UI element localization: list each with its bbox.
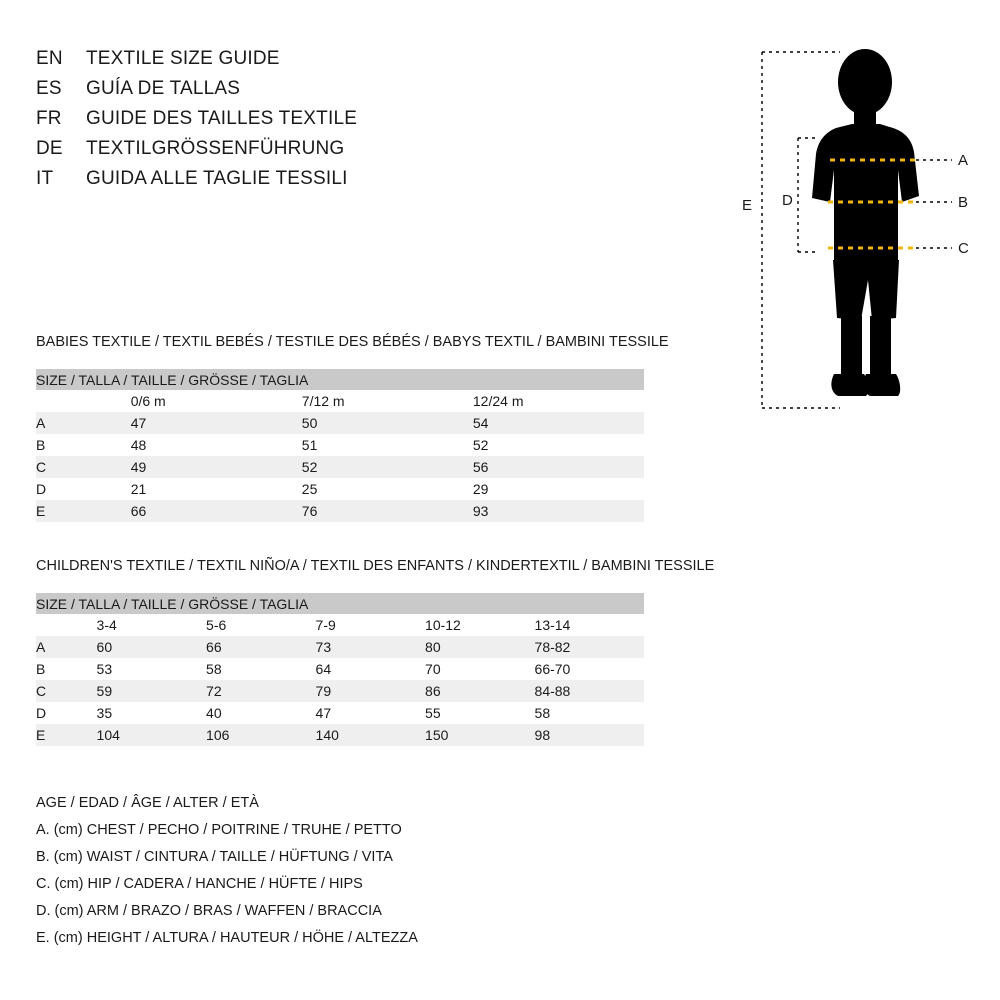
measurement-figure xyxy=(720,30,980,430)
column-header: 0/6 m xyxy=(131,390,302,412)
column-header: 3-4 xyxy=(97,614,207,636)
cell: 25 xyxy=(302,478,473,500)
cell: 86 xyxy=(425,680,535,702)
title-row xyxy=(36,168,556,198)
table-title-row xyxy=(36,369,644,390)
header-corner xyxy=(36,390,131,412)
legend-item-chest: A. (cm) CHEST / PECHO / POITRINE / TRUHE / PETTO xyxy=(36,822,402,838)
cell: 47 xyxy=(131,412,302,434)
column-header: 7/12 m xyxy=(302,390,473,412)
row-label: E xyxy=(36,500,131,522)
babies-table-title: SIZE / TALLA / TAILLE / GRÖSSE / TAGLIA xyxy=(36,369,644,390)
language-code: DE xyxy=(36,138,63,159)
cell: 76 xyxy=(302,500,473,522)
row-label: E xyxy=(36,724,97,746)
cell: 72 xyxy=(206,680,316,702)
cell: 56 xyxy=(473,456,644,478)
language-code: EN xyxy=(36,48,63,69)
cell: 21 xyxy=(131,478,302,500)
cell: 79 xyxy=(316,680,426,702)
title-row xyxy=(36,78,556,108)
cell: 80 xyxy=(425,636,535,658)
row-label: A xyxy=(36,412,131,434)
cell: 50 xyxy=(302,412,473,434)
row-label: D xyxy=(36,702,97,724)
row-label: D xyxy=(36,478,131,500)
title-row xyxy=(36,48,556,78)
column-header: 12/24 m xyxy=(473,390,644,412)
table-row xyxy=(36,500,644,522)
column-header: 5-6 xyxy=(206,614,316,636)
cell: 73 xyxy=(316,636,426,658)
marker-label-b: B xyxy=(958,194,969,211)
cell: 64 xyxy=(316,658,426,680)
children-section-heading: CHILDREN'S TEXTILE / TEXTIL NIÑO/A / TEXTIL DES ENFANTS / KINDERTEXTIL / BAMBINI TESSILE xyxy=(36,558,715,574)
table-row xyxy=(36,434,644,456)
column-header: 13-14 xyxy=(535,614,644,636)
row-label: C xyxy=(36,456,131,478)
title-row xyxy=(36,108,556,138)
cell: 52 xyxy=(302,456,473,478)
legend-item-arm: D. (cm) ARM / BRAZO / BRAS / WAFFEN / BRACCIA xyxy=(36,903,382,919)
cell: 49 xyxy=(131,456,302,478)
cell: 58 xyxy=(535,702,644,724)
cell: 48 xyxy=(131,434,302,456)
row-label: A xyxy=(36,636,97,658)
children-size-table xyxy=(36,593,644,746)
legend-item-waist: B. (cm) WAIST / CINTURA / TAILLE / HÜFTUNG / VITA xyxy=(36,849,393,865)
table-row xyxy=(36,680,644,702)
cell: 60 xyxy=(97,636,207,658)
cell: 66 xyxy=(131,500,302,522)
table-header-row xyxy=(36,390,644,412)
legend-item-age: AGE / EDAD / ÂGE / ALTER / ETÀ xyxy=(36,795,259,811)
title-text: GUIDA ALLE TAGLIE TESSILI xyxy=(86,168,348,189)
table-header-row xyxy=(36,614,644,636)
marker-label-d: D xyxy=(782,192,793,209)
marker-label-e: E xyxy=(742,197,753,214)
table-title-row xyxy=(36,593,644,614)
title-row xyxy=(36,138,556,168)
cell: 66 xyxy=(206,636,316,658)
row-label: B xyxy=(36,658,97,680)
cell: 70 xyxy=(425,658,535,680)
header-corner xyxy=(36,614,97,636)
cell: 58 xyxy=(206,658,316,680)
language-code: IT xyxy=(36,168,54,189)
title-text: GUIDE DES TAILLES TEXTILE xyxy=(86,108,358,129)
column-header: 7-9 xyxy=(316,614,426,636)
cell: 78-82 xyxy=(535,636,644,658)
row-label: C xyxy=(36,680,97,702)
title-block xyxy=(36,48,556,198)
title-text: TEXTILGRÖSSENFÜHRUNG xyxy=(86,138,345,159)
table-row xyxy=(36,724,644,746)
babies-section-heading: BABIES TEXTILE / TEXTIL BEBÉS / TESTILE DES BÉBÉS / BABYS TEXTIL / BAMBINI TESSILE xyxy=(36,334,669,350)
table-row xyxy=(36,702,644,724)
column-header: 10-12 xyxy=(425,614,535,636)
marker-label-c: C xyxy=(958,240,969,257)
cell: 52 xyxy=(473,434,644,456)
cell: 54 xyxy=(473,412,644,434)
cell: 47 xyxy=(316,702,426,724)
table-row xyxy=(36,658,644,680)
cell: 140 xyxy=(316,724,426,746)
title-text: GUÍA DE TALLAS xyxy=(86,78,241,99)
language-code: FR xyxy=(36,108,62,129)
cell: 40 xyxy=(206,702,316,724)
legend-item-hip: C. (cm) HIP / CADERA / HANCHE / HÜFTE / HIPS xyxy=(36,876,363,892)
cell: 84-88 xyxy=(535,680,644,702)
language-code: ES xyxy=(36,78,62,99)
cell: 29 xyxy=(473,478,644,500)
table-row xyxy=(36,456,644,478)
table-row xyxy=(36,636,644,658)
babies-size-table xyxy=(36,369,644,522)
child-silhouette-icon xyxy=(812,49,919,396)
legend-item-height: E. (cm) HEIGHT / ALTURA / HAUTEUR / HÖHE / ALTEZZA xyxy=(36,930,418,946)
cell: 106 xyxy=(206,724,316,746)
cell: 104 xyxy=(97,724,207,746)
row-label: B xyxy=(36,434,131,456)
cell: 59 xyxy=(97,680,207,702)
title-text: TEXTILE SIZE GUIDE xyxy=(86,48,280,69)
cell: 35 xyxy=(97,702,207,724)
cell: 150 xyxy=(425,724,535,746)
table-row xyxy=(36,478,644,500)
cell: 51 xyxy=(302,434,473,456)
cell: 66-70 xyxy=(535,658,644,680)
cell: 93 xyxy=(473,500,644,522)
cell: 53 xyxy=(97,658,207,680)
legend-block xyxy=(36,790,418,952)
marker-label-a: A xyxy=(958,152,969,169)
cell: 98 xyxy=(535,724,644,746)
table-row xyxy=(36,412,644,434)
children-table-title: SIZE / TALLA / TAILLE / GRÖSSE / TAGLIA xyxy=(36,593,644,614)
cell: 55 xyxy=(425,702,535,724)
